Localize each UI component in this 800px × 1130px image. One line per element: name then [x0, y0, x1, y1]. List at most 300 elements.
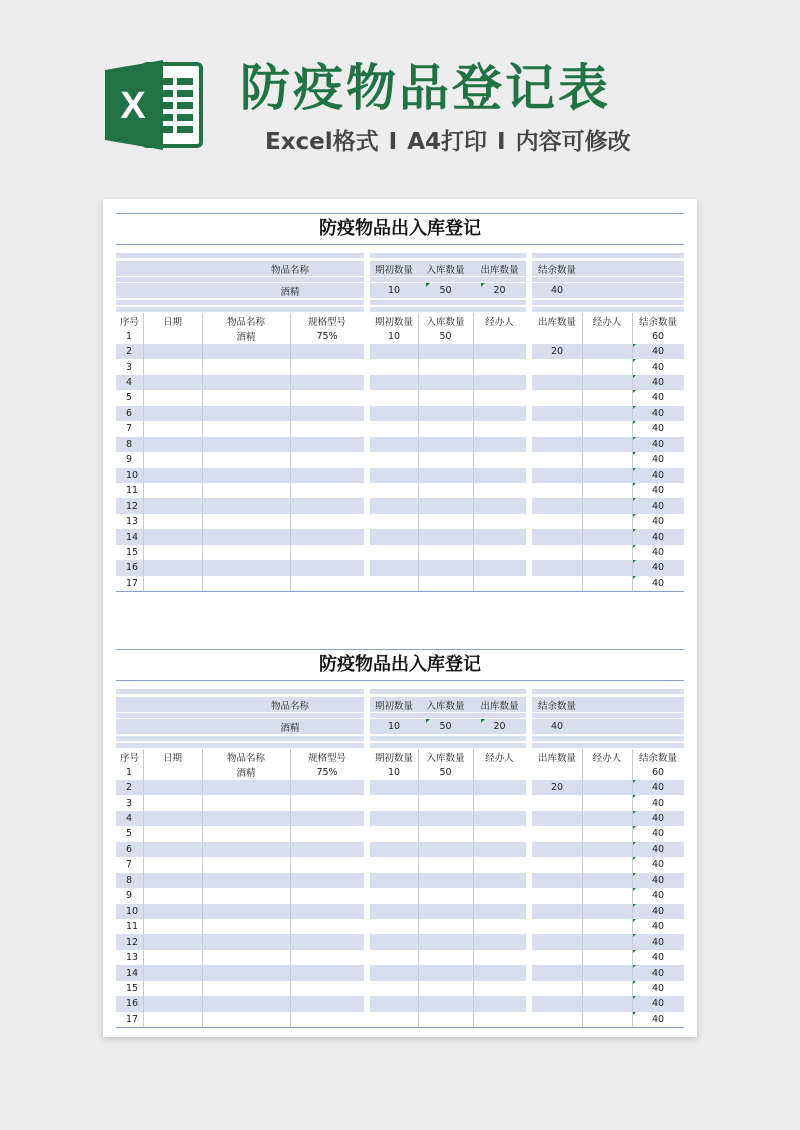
- table-cell[interactable]: [290, 437, 364, 452]
- table-cell[interactable]: 10: [126, 905, 139, 917]
- table-cell[interactable]: [418, 780, 473, 795]
- table-cell[interactable]: [582, 826, 632, 841]
- table-cell[interactable]: [143, 904, 202, 919]
- table-cell[interactable]: 7: [126, 859, 133, 871]
- table-cell[interactable]: [582, 483, 632, 498]
- table-cell[interactable]: [418, 560, 473, 575]
- table-cell[interactable]: 40: [651, 813, 665, 825]
- table-cell[interactable]: [473, 780, 526, 795]
- table-cell[interactable]: [418, 981, 473, 996]
- table-cell[interactable]: 17: [126, 1013, 139, 1025]
- table-cell[interactable]: [532, 514, 582, 529]
- table-cell[interactable]: [143, 421, 202, 436]
- table-cell[interactable]: [143, 981, 202, 996]
- table-cell[interactable]: [143, 996, 202, 1011]
- table-cell[interactable]: [370, 390, 418, 405]
- table-cell[interactable]: [290, 514, 364, 529]
- summary-value-cell[interactable]: 50: [439, 721, 452, 732]
- summary-value-cell[interactable]: 20: [493, 721, 506, 732]
- table-cell[interactable]: 40: [651, 967, 665, 979]
- table-cell[interactable]: [473, 842, 526, 857]
- table-cell[interactable]: [418, 576, 473, 591]
- table-cell[interactable]: [418, 826, 473, 841]
- table-cell[interactable]: [418, 514, 473, 529]
- table-cell[interactable]: [290, 560, 364, 575]
- table-cell[interactable]: [290, 873, 364, 888]
- table-cell[interactable]: [290, 934, 364, 949]
- table-cell[interactable]: 20: [550, 782, 564, 794]
- table-cell[interactable]: [418, 873, 473, 888]
- table-cell[interactable]: [290, 950, 364, 965]
- summary-value-cell[interactable]: 10: [387, 721, 401, 732]
- summary-value-cell[interactable]: 40: [550, 721, 564, 732]
- table-cell[interactable]: 3: [126, 797, 133, 809]
- table-cell[interactable]: 酒精: [236, 332, 256, 344]
- table-cell[interactable]: [202, 483, 290, 498]
- table-cell[interactable]: [290, 483, 364, 498]
- table-cell[interactable]: 3: [126, 361, 133, 373]
- table-cell[interactable]: 8: [126, 874, 133, 886]
- table-cell[interactable]: [290, 344, 364, 359]
- table-cell[interactable]: [143, 375, 202, 390]
- table-cell[interactable]: [370, 950, 418, 965]
- table-cell[interactable]: 4: [126, 813, 133, 825]
- table-cell[interactable]: [473, 421, 526, 436]
- table-cell[interactable]: [473, 406, 526, 421]
- table-cell[interactable]: [290, 375, 364, 390]
- table-cell[interactable]: [532, 576, 582, 591]
- table-cell[interactable]: [418, 811, 473, 826]
- table-cell[interactable]: 40: [651, 469, 665, 481]
- table-cell[interactable]: [370, 934, 418, 949]
- table-cell[interactable]: [143, 545, 202, 560]
- table-cell[interactable]: [532, 437, 582, 452]
- table-cell[interactable]: 40: [651, 577, 665, 589]
- table-cell[interactable]: [143, 811, 202, 826]
- table-cell[interactable]: [202, 529, 290, 544]
- table-cell[interactable]: 10: [126, 469, 139, 481]
- table-cell[interactable]: [532, 950, 582, 965]
- table-cell[interactable]: [290, 421, 364, 436]
- table-cell[interactable]: 5: [126, 392, 133, 404]
- table-cell[interactable]: [370, 857, 418, 872]
- table-cell[interactable]: [473, 904, 526, 919]
- table-cell[interactable]: [290, 529, 364, 544]
- table-cell[interactable]: [202, 873, 290, 888]
- table-cell[interactable]: [143, 344, 202, 359]
- table-cell[interactable]: [290, 795, 364, 810]
- table-cell[interactable]: [202, 919, 290, 934]
- table-cell[interactable]: 40: [651, 516, 665, 528]
- table-cell[interactable]: [582, 996, 632, 1011]
- table-cell[interactable]: [473, 934, 526, 949]
- table-cell[interactable]: [202, 795, 290, 810]
- table-cell[interactable]: [582, 328, 632, 343]
- table-cell[interactable]: [532, 498, 582, 513]
- table-cell[interactable]: [290, 888, 364, 903]
- table-cell[interactable]: [143, 780, 202, 795]
- table-cell[interactable]: [532, 1012, 582, 1027]
- table-cell[interactable]: 40: [651, 797, 665, 809]
- table-cell[interactable]: 40: [651, 346, 665, 358]
- table-cell[interactable]: [290, 452, 364, 467]
- table-cell[interactable]: [143, 950, 202, 965]
- table-cell[interactable]: [582, 344, 632, 359]
- table-cell[interactable]: [582, 576, 632, 591]
- table-cell[interactable]: 9: [126, 454, 133, 466]
- table-cell[interactable]: [532, 452, 582, 467]
- table-cell[interactable]: [202, 996, 290, 1011]
- table-cell[interactable]: [143, 842, 202, 857]
- table-cell[interactable]: [582, 934, 632, 949]
- table-cell[interactable]: [290, 965, 364, 980]
- table-cell[interactable]: 20: [550, 346, 564, 358]
- table-cell[interactable]: [532, 857, 582, 872]
- table-cell[interactable]: [370, 545, 418, 560]
- table-cell[interactable]: [532, 842, 582, 857]
- table-cell[interactable]: [290, 390, 364, 405]
- table-cell[interactable]: [370, 842, 418, 857]
- summary-value-cell[interactable]: 10: [387, 285, 401, 296]
- table-cell[interactable]: 15: [126, 546, 139, 558]
- summary-value-cell[interactable]: 40: [550, 285, 564, 296]
- table-cell[interactable]: 60: [651, 330, 665, 342]
- table-cell[interactable]: 40: [651, 423, 665, 435]
- table-cell[interactable]: [582, 529, 632, 544]
- table-cell[interactable]: [473, 888, 526, 903]
- table-cell[interactable]: [473, 359, 526, 374]
- table-cell[interactable]: [202, 359, 290, 374]
- table-cell[interactable]: [473, 344, 526, 359]
- table-cell[interactable]: [202, 390, 290, 405]
- table-cell[interactable]: [473, 468, 526, 483]
- table-cell[interactable]: [202, 950, 290, 965]
- table-cell[interactable]: [370, 826, 418, 841]
- table-cell[interactable]: [418, 468, 473, 483]
- table-cell[interactable]: [532, 359, 582, 374]
- table-cell[interactable]: [370, 344, 418, 359]
- table-cell[interactable]: [143, 576, 202, 591]
- table-cell[interactable]: 40: [651, 982, 665, 994]
- table-cell[interactable]: [290, 359, 364, 374]
- table-cell[interactable]: [418, 483, 473, 498]
- table-cell[interactable]: [418, 545, 473, 560]
- table-cell[interactable]: [532, 529, 582, 544]
- table-cell[interactable]: [143, 359, 202, 374]
- table-cell[interactable]: [532, 981, 582, 996]
- table-cell[interactable]: 40: [651, 546, 665, 558]
- table-cell[interactable]: 50: [439, 330, 452, 342]
- table-cell[interactable]: 40: [651, 890, 665, 902]
- table-cell[interactable]: [418, 934, 473, 949]
- table-cell[interactable]: [290, 780, 364, 795]
- table-cell[interactable]: [143, 934, 202, 949]
- table-cell[interactable]: 75%: [316, 330, 338, 342]
- table-cell[interactable]: 9: [126, 890, 133, 902]
- table-cell[interactable]: [473, 795, 526, 810]
- table-cell[interactable]: 40: [651, 392, 665, 404]
- table-cell[interactable]: 40: [651, 454, 665, 466]
- table-cell[interactable]: [370, 421, 418, 436]
- table-cell[interactable]: [370, 452, 418, 467]
- table-cell[interactable]: [143, 795, 202, 810]
- table-cell[interactable]: [290, 811, 364, 826]
- table-cell[interactable]: [143, 888, 202, 903]
- table-cell[interactable]: [143, 498, 202, 513]
- table-cell[interactable]: 11: [126, 485, 139, 497]
- table-cell[interactable]: [418, 842, 473, 857]
- table-cell[interactable]: 12: [126, 936, 139, 948]
- table-cell[interactable]: [473, 328, 526, 343]
- table-cell[interactable]: [370, 919, 418, 934]
- table-cell[interactable]: [582, 437, 632, 452]
- table-cell[interactable]: [473, 529, 526, 544]
- table-cell[interactable]: 40: [651, 361, 665, 373]
- table-cell[interactable]: 50: [439, 766, 452, 778]
- table-cell[interactable]: [582, 421, 632, 436]
- table-cell[interactable]: [532, 873, 582, 888]
- table-cell[interactable]: [473, 375, 526, 390]
- table-cell[interactable]: [370, 811, 418, 826]
- table-cell[interactable]: [582, 452, 632, 467]
- table-cell[interactable]: [143, 919, 202, 934]
- table-cell[interactable]: [202, 406, 290, 421]
- table-cell[interactable]: 13: [126, 516, 139, 528]
- table-cell[interactable]: [582, 498, 632, 513]
- table-cell[interactable]: [582, 764, 632, 779]
- table-cell[interactable]: [532, 904, 582, 919]
- table-cell[interactable]: [532, 919, 582, 934]
- table-cell[interactable]: 13: [126, 952, 139, 964]
- table-cell[interactable]: [370, 873, 418, 888]
- table-cell[interactable]: [532, 811, 582, 826]
- table-cell[interactable]: 40: [651, 782, 665, 794]
- table-cell[interactable]: [370, 904, 418, 919]
- table-cell[interactable]: 7: [126, 423, 133, 435]
- table-cell[interactable]: [473, 452, 526, 467]
- table-cell[interactable]: [582, 375, 632, 390]
- table-cell[interactable]: [473, 811, 526, 826]
- table-cell[interactable]: 14: [126, 967, 139, 979]
- table-cell[interactable]: 40: [651, 921, 665, 933]
- table-cell[interactable]: [418, 498, 473, 513]
- table-cell[interactable]: [532, 795, 582, 810]
- table-cell[interactable]: [473, 857, 526, 872]
- table-cell[interactable]: [473, 576, 526, 591]
- table-cell[interactable]: [473, 545, 526, 560]
- table-cell[interactable]: 15: [126, 982, 139, 994]
- table-cell[interactable]: [532, 390, 582, 405]
- table-cell[interactable]: [143, 529, 202, 544]
- table-cell[interactable]: [473, 514, 526, 529]
- table-cell[interactable]: [582, 560, 632, 575]
- table-cell[interactable]: [582, 950, 632, 965]
- table-cell[interactable]: [370, 406, 418, 421]
- table-cell[interactable]: 40: [651, 998, 665, 1010]
- summary-value-cell[interactable]: 50: [439, 285, 452, 296]
- table-cell[interactable]: 40: [651, 562, 665, 574]
- table-cell[interactable]: [473, 498, 526, 513]
- table-cell[interactable]: [290, 406, 364, 421]
- table-cell[interactable]: [202, 514, 290, 529]
- table-cell[interactable]: [370, 996, 418, 1011]
- table-cell[interactable]: [532, 406, 582, 421]
- table-cell[interactable]: [418, 359, 473, 374]
- table-cell[interactable]: [290, 545, 364, 560]
- table-cell[interactable]: [202, 498, 290, 513]
- table-cell[interactable]: [473, 483, 526, 498]
- table-cell[interactable]: [532, 328, 582, 343]
- table-cell[interactable]: [582, 514, 632, 529]
- table-cell[interactable]: [143, 437, 202, 452]
- table-cell[interactable]: [418, 857, 473, 872]
- table-cell[interactable]: 8: [126, 438, 133, 450]
- table-cell[interactable]: [418, 437, 473, 452]
- table-cell[interactable]: [418, 452, 473, 467]
- table-cell[interactable]: [143, 1012, 202, 1027]
- table-cell[interactable]: [582, 359, 632, 374]
- summary-value-cell[interactable]: 酒精: [280, 722, 300, 734]
- table-cell[interactable]: [370, 560, 418, 575]
- table-cell[interactable]: [473, 390, 526, 405]
- table-cell[interactable]: [370, 498, 418, 513]
- table-cell[interactable]: [370, 359, 418, 374]
- table-cell[interactable]: 2: [126, 782, 133, 794]
- table-cell[interactable]: [202, 560, 290, 575]
- table-cell[interactable]: [418, 344, 473, 359]
- table-cell[interactable]: [202, 965, 290, 980]
- table-cell[interactable]: [582, 904, 632, 919]
- table-cell[interactable]: 16: [126, 562, 139, 574]
- table-cell[interactable]: 11: [126, 921, 139, 933]
- table-cell[interactable]: [532, 375, 582, 390]
- table-cell[interactable]: [290, 981, 364, 996]
- table-cell[interactable]: [202, 811, 290, 826]
- table-cell[interactable]: [582, 468, 632, 483]
- table-cell[interactable]: [532, 421, 582, 436]
- table-cell[interactable]: [532, 468, 582, 483]
- table-cell[interactable]: [290, 857, 364, 872]
- table-cell[interactable]: [473, 560, 526, 575]
- table-cell[interactable]: [473, 919, 526, 934]
- table-cell[interactable]: [418, 406, 473, 421]
- table-cell[interactable]: [418, 919, 473, 934]
- table-cell[interactable]: 10: [387, 330, 401, 342]
- table-cell[interactable]: [532, 965, 582, 980]
- table-cell[interactable]: [143, 483, 202, 498]
- table-cell[interactable]: [290, 842, 364, 857]
- table-cell[interactable]: [473, 996, 526, 1011]
- table-cell[interactable]: 16: [126, 998, 139, 1010]
- table-cell[interactable]: [143, 406, 202, 421]
- table-cell[interactable]: [532, 764, 582, 779]
- table-cell[interactable]: 40: [651, 828, 665, 840]
- table-cell[interactable]: [143, 452, 202, 467]
- table-cell[interactable]: [370, 888, 418, 903]
- table-cell[interactable]: [370, 965, 418, 980]
- table-cell[interactable]: 5: [126, 828, 133, 840]
- table-cell[interactable]: 6: [126, 407, 133, 419]
- table-cell[interactable]: 10: [387, 766, 401, 778]
- table-cell[interactable]: [418, 421, 473, 436]
- table-cell[interactable]: [582, 811, 632, 826]
- table-cell[interactable]: 40: [651, 531, 665, 543]
- table-cell[interactable]: [473, 437, 526, 452]
- table-cell[interactable]: [370, 780, 418, 795]
- table-cell[interactable]: [290, 826, 364, 841]
- table-cell[interactable]: 2: [126, 346, 133, 358]
- table-cell[interactable]: [582, 888, 632, 903]
- table-cell[interactable]: [202, 934, 290, 949]
- table-cell[interactable]: [370, 1012, 418, 1027]
- table-cell[interactable]: [473, 981, 526, 996]
- table-cell[interactable]: [473, 873, 526, 888]
- table-cell[interactable]: [582, 406, 632, 421]
- table-cell[interactable]: 1: [126, 766, 133, 778]
- table-cell[interactable]: [202, 842, 290, 857]
- table-cell[interactable]: 40: [651, 843, 665, 855]
- table-cell[interactable]: [418, 888, 473, 903]
- table-cell[interactable]: [370, 514, 418, 529]
- table-cell[interactable]: [418, 390, 473, 405]
- table-cell[interactable]: [202, 344, 290, 359]
- table-cell[interactable]: [290, 904, 364, 919]
- summary-value-cell[interactable]: 20: [493, 285, 506, 296]
- table-cell[interactable]: [582, 1012, 632, 1027]
- table-cell[interactable]: [143, 826, 202, 841]
- table-cell[interactable]: [202, 981, 290, 996]
- table-cell[interactable]: [418, 375, 473, 390]
- table-cell[interactable]: 40: [651, 407, 665, 419]
- table-cell[interactable]: [418, 529, 473, 544]
- table-cell[interactable]: 75%: [316, 766, 338, 778]
- table-cell[interactable]: [370, 529, 418, 544]
- table-cell[interactable]: [473, 965, 526, 980]
- table-cell[interactable]: [202, 857, 290, 872]
- table-cell[interactable]: 40: [651, 500, 665, 512]
- table-cell[interactable]: [473, 1012, 526, 1027]
- table-cell[interactable]: [418, 904, 473, 919]
- table-cell[interactable]: [290, 468, 364, 483]
- table-cell[interactable]: [202, 780, 290, 795]
- table-cell[interactable]: [418, 996, 473, 1011]
- table-cell[interactable]: 40: [651, 438, 665, 450]
- table-cell[interactable]: [143, 560, 202, 575]
- table-cell[interactable]: [532, 545, 582, 560]
- table-cell[interactable]: [532, 888, 582, 903]
- table-cell[interactable]: [202, 904, 290, 919]
- table-cell[interactable]: [370, 468, 418, 483]
- table-cell[interactable]: 40: [651, 859, 665, 871]
- table-cell[interactable]: 12: [126, 500, 139, 512]
- table-cell[interactable]: [582, 965, 632, 980]
- table-cell[interactable]: [202, 421, 290, 436]
- table-cell[interactable]: 40: [651, 905, 665, 917]
- table-cell[interactable]: [290, 498, 364, 513]
- table-cell[interactable]: 1: [126, 330, 133, 342]
- table-cell[interactable]: [532, 934, 582, 949]
- table-cell[interactable]: [143, 328, 202, 343]
- table-cell[interactable]: 14: [126, 531, 139, 543]
- table-cell[interactable]: [532, 996, 582, 1011]
- table-cell[interactable]: [582, 919, 632, 934]
- table-cell[interactable]: [143, 873, 202, 888]
- table-cell[interactable]: [202, 545, 290, 560]
- table-cell[interactable]: [202, 375, 290, 390]
- table-cell[interactable]: [473, 826, 526, 841]
- table-cell[interactable]: [370, 437, 418, 452]
- table-cell[interactable]: 40: [651, 377, 665, 389]
